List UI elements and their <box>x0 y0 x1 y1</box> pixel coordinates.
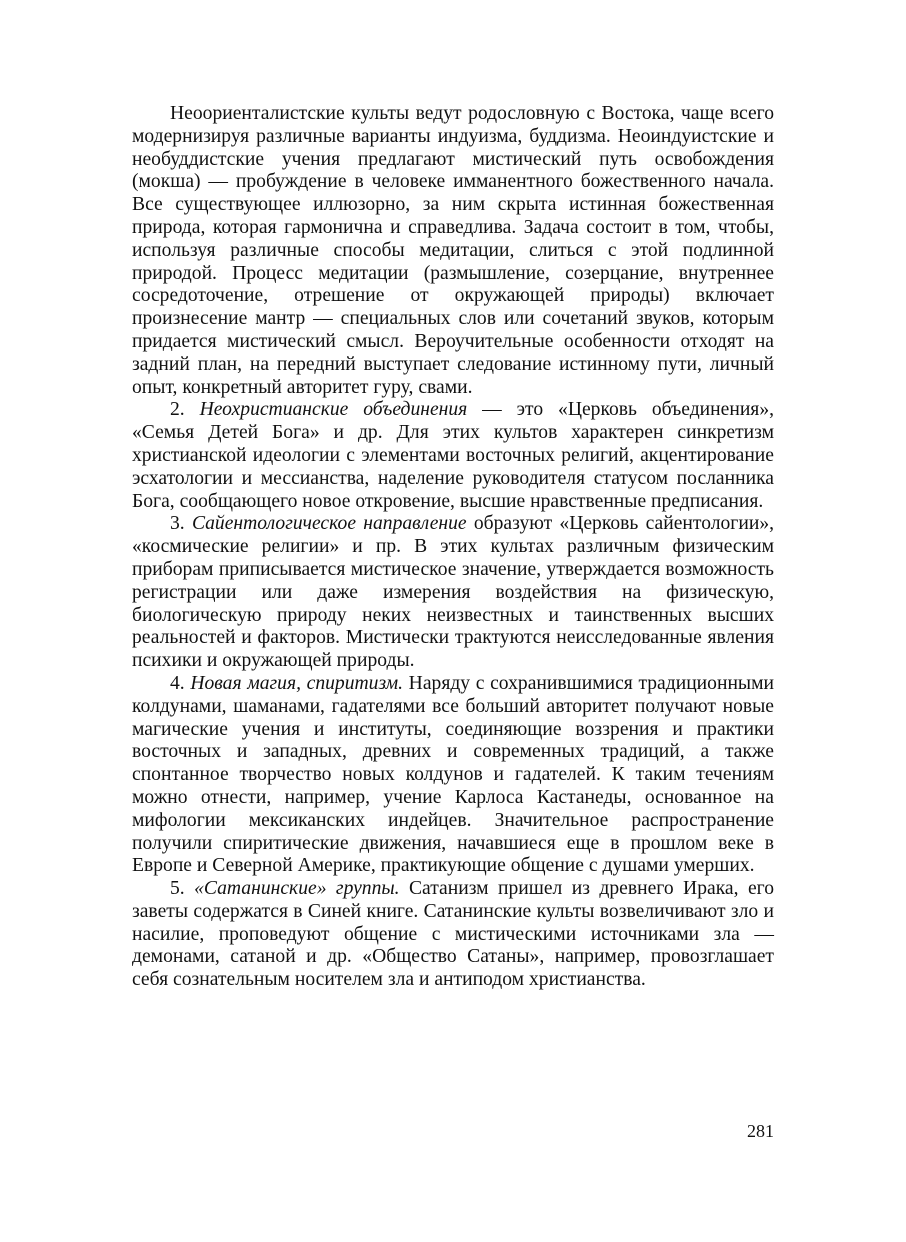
paragraph-new-magic <box>132 673 774 878</box>
paragraph-neo-orientalist <box>132 103 774 399</box>
paragraph-text: — это «Церковь объединения», «Семья Детей Бога» и др. Для этих культов характерен синкретизм христианской идеологии с элементами восточных религий, акцентирование эсхатологии и мессианства, наделение руководителя статусом посланника Бога, сообщающего новое откровение, высшие нравственные предписания. <box>132 399 775 512</box>
paragraph-scientology <box>132 513 774 673</box>
paragraph-lead: 3. <box>170 513 192 535</box>
paragraph-text: Неоориенталистские культы ведут родословную с Востока, чаще всего модернизируя различные варианты индуизма, буддизма. Неоиндуистские и необуддистские учения предлагают мистический путь освобождения (мокша) — пробуждение в человеке имманентного божественного начала. Все существующее иллюзорно, за ним скрыта истинная божественная природа, которая гармонична и справедлива. Задача состоит в том, чтобы, используя различные способы медитации, слиться с этой подлинной природой. Процесс медитации (размышление, созерцание, внутреннее сосредоточение, отрешение от окружающей природы) включает произнесение мантр — специальных слов или сочетаний звуков, которым придается мистический смысл. Вероучительные особенности отходят на задний план, на передний выступает следование истинному пути, личный опыт, конкретный авторитет гуру, свами. <box>132 103 774 398</box>
paragraph-lead: 4. <box>170 672 191 694</box>
page-body <box>132 103 774 992</box>
paragraph-text: образуют «Церковь сайентологии», «космические религии» и пр. В этих культах различным физическим приборам приписывается мистическое значение, утверждается возможность регистрации или даже измерения воздействия на физическую, биологическую природу неких неизвестных и таинственных высших реальностей и факторов. Мистически трактуются неисследованные явления психики и окружающей природы. <box>132 513 775 672</box>
page-number: 281 <box>747 1121 774 1141</box>
paragraph-lead: 5. <box>170 878 195 900</box>
paragraph-heading-italic: Неохристианские объединения <box>199 399 468 421</box>
paragraph-text: Наряду с сохранившимися традиционными колдунами, шаманами, гадателями все больший авторитет получают новые магические учения и институты, соединяющие воззрения и практики восточных и западных, древних и современных традиций, а также спонтанное творчество новых колдунов и гадателей. К таким течениям можно отнести, например, учение Карлоса Кастанеды, основанное на мифологии мексиканских индейцев. Значительное распространение получили спиритические движения, начавшиеся еще в прошлом веке в Европе и Северной Америке, практикующие общение с душами умерших. <box>132 672 774 877</box>
paragraph-neo-christian <box>132 399 774 513</box>
paragraph-heading-italic: Новая магия, спиритизм. <box>190 672 404 694</box>
paragraph-heading-italic: «Сатанинские» группы. <box>194 878 400 900</box>
paragraph-heading-italic: Сайентологическое направление <box>191 513 467 535</box>
paragraph-lead: 2. <box>170 399 200 421</box>
paragraph-text: Сатанизм пришел из древнего Ирака, его заветы содержатся в Синей книге. Сатанинские культы возвеличивают зло и насилие, проповедуют общение с мистическими источниками зла — демонами, сатаной и др. «Общество Сатаны», например, провозглашает себя сознательным носителем зла и антиподом христианства. <box>132 878 774 991</box>
paragraph-satanic <box>132 878 774 992</box>
